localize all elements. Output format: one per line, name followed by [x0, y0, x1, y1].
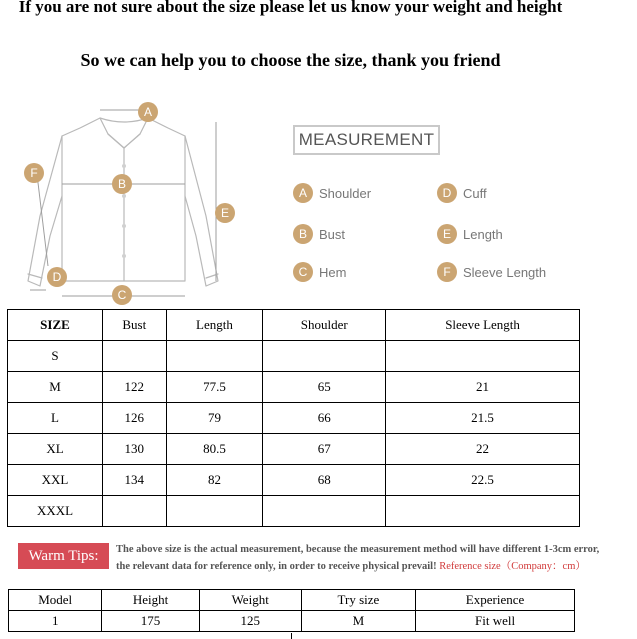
table-cell	[386, 341, 580, 372]
measurement-title: MEASUREMENT	[293, 125, 440, 155]
warm-tips-text	[116, 541, 636, 575]
marker-c	[112, 285, 132, 305]
sleeve-length-header-cell: Sleeve Length	[386, 310, 580, 341]
bust-header-cell: Bust	[102, 310, 166, 341]
table-cell: 22.5	[386, 465, 580, 496]
marker-a	[138, 102, 158, 122]
table-cell: M	[301, 611, 415, 632]
table-cell: 1	[9, 611, 102, 632]
table-row	[8, 496, 580, 527]
legend-cuff	[437, 183, 487, 203]
table-cell: M	[8, 372, 103, 403]
svg-text:B: B	[117, 177, 127, 191]
legend-label: Shoulder	[319, 185, 372, 201]
legend-sleeve-length	[437, 262, 546, 282]
legend-shoulder	[293, 183, 371, 203]
size-header-cell: SIZE	[8, 310, 103, 341]
table-cell: 22	[386, 434, 580, 465]
legend-bust	[293, 224, 345, 244]
reference-size-note: Reference size（Company：cm）	[439, 561, 586, 572]
legend-label: Cuff	[463, 185, 487, 201]
table-row	[8, 465, 580, 496]
table-row	[8, 372, 580, 403]
legend-badge-a: A	[293, 183, 313, 203]
marker-f	[24, 163, 44, 183]
table-cell: XL	[8, 434, 103, 465]
table-row	[8, 403, 580, 434]
table-cell: L	[8, 403, 103, 434]
legend-badge-f: F	[437, 262, 457, 282]
table-cell: 67	[263, 434, 386, 465]
table-cell	[102, 496, 166, 527]
table-cell	[102, 341, 166, 372]
table-cell: 79	[166, 403, 263, 434]
legend-badge-d: D	[437, 183, 457, 203]
legend-label: Bust	[319, 226, 346, 242]
table-cell	[166, 496, 263, 527]
table-row	[9, 611, 575, 632]
legend-badge-b: B	[293, 224, 313, 244]
divider-tick	[291, 633, 292, 639]
svg-text:D: D	[52, 270, 62, 284]
legend-label: Sleeve Length	[463, 264, 547, 280]
model-header-cell: Model	[9, 590, 102, 611]
legend-badge-e: E	[437, 224, 457, 244]
experience-header-cell: Experience	[416, 590, 575, 611]
size-table-header-row	[8, 310, 580, 341]
table-cell: 80.5	[166, 434, 263, 465]
table-cell: 134	[102, 465, 166, 496]
height-header-cell: Height	[102, 590, 199, 611]
header-line-1: If you are not sure about the size please let us know your weight and height	[18, 0, 563, 16]
warm-tips-line-1: The above size is the actual measurement, because the measurement method will have different 1-3cm error,	[116, 544, 600, 555]
table-row	[8, 434, 580, 465]
warm-tips-line-2	[116, 558, 636, 575]
table-cell	[263, 341, 386, 372]
table-cell: 125	[199, 611, 301, 632]
table-cell: 66	[263, 403, 386, 434]
marker-d	[47, 267, 67, 287]
legend-label: Hem	[319, 264, 347, 280]
table-cell: XXXL	[8, 496, 103, 527]
table-cell: 77.5	[166, 372, 263, 403]
model-table-header-row	[9, 590, 575, 611]
table-cell: 21	[386, 372, 580, 403]
legend-badge-c: C	[293, 262, 313, 282]
table-row	[8, 341, 580, 372]
table-cell: XXL	[8, 465, 103, 496]
legend-label: Length	[463, 226, 503, 242]
table-cell: 65	[263, 372, 386, 403]
size-chart-table	[7, 309, 580, 527]
table-cell: Fit well	[416, 611, 575, 632]
marker-b	[112, 174, 132, 194]
svg-text:A: A	[143, 105, 153, 119]
table-cell	[263, 496, 386, 527]
weight-header-cell: Weight	[199, 590, 301, 611]
shoulder-header-cell: Shoulder	[263, 310, 386, 341]
table-cell: 82	[166, 465, 263, 496]
warm-tips-label: Warm Tips:	[18, 543, 109, 569]
table-cell: 130	[102, 434, 166, 465]
legend-hem	[293, 262, 346, 282]
length-header-cell: Length	[166, 310, 263, 341]
svg-text:F: F	[30, 166, 38, 180]
header-line-2: So we can help you to choose the size, thank you friend	[80, 50, 501, 70]
table-cell: 21.5	[386, 403, 580, 434]
table-cell: 126	[102, 403, 166, 434]
table-cell: 175	[102, 611, 199, 632]
legend-length	[437, 224, 503, 244]
try-size-header-cell: Try size	[301, 590, 415, 611]
warm-tips-line-2-text: the relevant data for reference only, in order to receive physical prevail!	[116, 561, 437, 572]
table-cell: 122	[102, 372, 166, 403]
table-cell: S	[8, 341, 103, 372]
table-cell: 68	[263, 465, 386, 496]
table-cell	[386, 496, 580, 527]
svg-text:C: C	[117, 288, 127, 302]
marker-e	[215, 203, 235, 223]
svg-text:E: E	[220, 206, 230, 220]
model-fit-table	[8, 589, 575, 632]
table-cell	[166, 341, 263, 372]
